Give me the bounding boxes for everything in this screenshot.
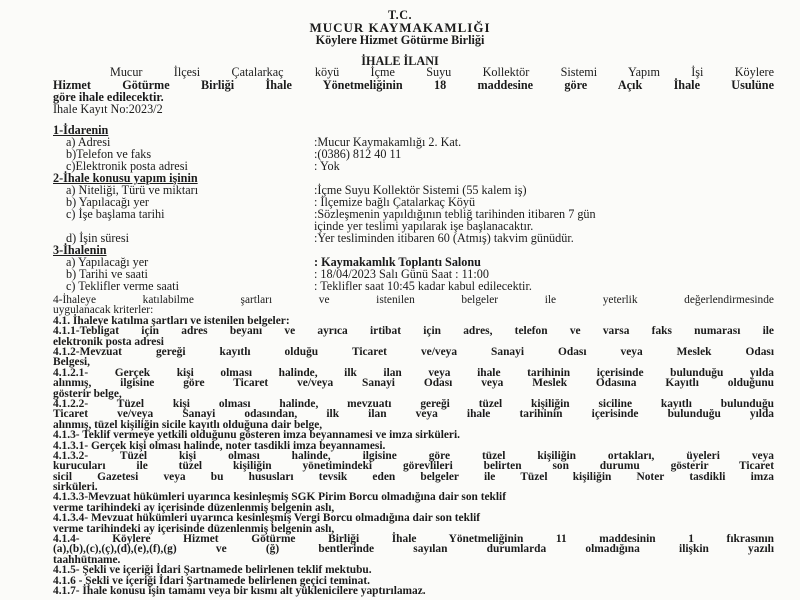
- section-2-title: 2-İhale konusu yapım işinin: [53, 171, 198, 185]
- section-3-title: 3-İhalenin: [53, 243, 107, 257]
- s4-line: 4.1.3.3-Mevzuat hükümleri uyarınca kesinleşmiş SGK Pirim Borcu olmadığına dair son teklif: [53, 491, 507, 504]
- s4-line: 4-İhaleye katılabilme şartları ve istenilen belgeler ile yeterlik değerlendirmesinde: [53, 294, 774, 306]
- s1-value-adres: :Mucur Kaymakamlığı 2. Kat.: [314, 135, 462, 149]
- s4-line: gösterir belge,: [53, 387, 122, 400]
- header-kaymakamlik: MUCUR KAYMAKAMLIĞI: [309, 20, 491, 35]
- s4-line: 4.1.3.2- Tüzel kişi olması halinde, ilgisine göre tüzel kişiliğin ortakları, üyeleri veya: [53, 449, 774, 462]
- s4-line: verme tarihindeki ay içerisinde düzenlenmiş belgenin aslı,: [53, 501, 335, 514]
- s1-value-eposta: : Yok: [314, 159, 340, 173]
- section-1-title: 1-İdarenin: [53, 123, 109, 137]
- intro-line-3: göre ihale edilecektir.: [53, 90, 164, 104]
- s3-value-yer: : Kaymakamlık Toplantı Salonu: [314, 255, 481, 269]
- intro-line-2: Hizmet Götürme Birliği İhale Yönetmeliğinin 18 maddesine göre Açık İhale Usulüne: [53, 78, 774, 92]
- intro-line-1: Mucur İlçesi Çatalarkaç köyü İçme Suyu Kollektör Sistemi Yapım İşi Köylere: [110, 65, 774, 79]
- s4-line: (a),(b),(c),(ç),(d),(e),(f),(g) ve (ğ) bentlerinde sayılan durumlarda olmadığına ilişkin yazılı: [53, 543, 774, 556]
- s2-label-baslama: c) İşe başlama tarihi: [66, 207, 165, 221]
- s4-line: sirküleri.: [53, 481, 98, 494]
- s3-label-tarih: b) Tarihi ve saati: [66, 267, 148, 281]
- s3-label-teklif-saati: c) Teklifler verme saati: [66, 279, 179, 293]
- s2-label-yer: b) Yapılacağı yer: [66, 195, 149, 209]
- header-ihale-ilani: İHALE İLANI: [361, 54, 439, 68]
- s4-line: 4.1.1-Tebligat için adres beyanı ve ayrıca irtibat için adres, telefon ve varsa faks numarası ile: [53, 325, 774, 338]
- s4-line: alınmış, ilgisine göre Ticaret ve/veya Sanayi Odası veya Meslek Odasına Kayıtlı olduğunu: [53, 377, 774, 390]
- s3-value-teklif-saati: : Teklifler saat 10:45 kadar kabul edilecektir.: [314, 279, 532, 293]
- s2-value-nitelik: :İçme Suyu Kollektör Sistemi (55 kalem iş): [314, 183, 527, 197]
- s4-line: verme tarihindeki ay içerisinde düzenlenmiş belgenin aslı,: [53, 522, 335, 535]
- s1-label-eposta: c)Elektronik posta adresi: [66, 159, 188, 173]
- s4-line: Belgesi,: [53, 356, 91, 369]
- s4-line: Ticaret ve/veya Sanayi odasından, ilk ilan veya ihale tarihinin içerisinde bulunduğu yılda: [53, 408, 774, 421]
- s4-line: sicil Gazetesi veya bu hususları tevsik eden belgeler ile Tüzel kişiliğin Noter tasdikli imza: [53, 470, 774, 483]
- s2-value-sure: :Yer tesliminden itibaren 60 (Atmış) takvim günüdür.: [314, 231, 574, 245]
- s4-line: 4.1.7- İhale konusu işin tamamı veya bir kısmı alt yüklenicilere yaptırılamaz.: [53, 585, 426, 597]
- s4-line: 4.1.3- Teklif vermeye yetkili olduğunu gösteren imza beyannamesi ve imza sirküleri.: [53, 429, 460, 442]
- s4-line: 4.1. İhaleye katılma şartları ve istenilen belgeler:: [53, 314, 290, 327]
- s4-line: 4.1.4- Köylere Hizmet Götürme Birliği İhale Yönetmeliğinin 11 maddesinin 1 fıkrasının: [53, 533, 774, 546]
- s4-line: elektronik posta adresi: [53, 335, 164, 348]
- s4-line: 4.1.2.1- Gerçek kişi olması halinde, ilk ilan veya ihale tarihinin içerisinde bulunduğu yılda: [53, 366, 774, 379]
- s4-line: alınmış, tüzel kişiliğin sicile kayıtlı olduğuna dair belge,: [53, 418, 323, 431]
- s1-label-telefon: b)Telefon ve faks: [66, 147, 152, 161]
- s4-line: 4.1.2.2- Tüzel kişi olması halinde, mevzuatı gereği tüzel kişiliğin siciline kayıtlı bulunduğu: [53, 397, 774, 410]
- s4-line: taahhütname.: [53, 553, 121, 566]
- s2-label-sure: d) İşin süresi: [66, 231, 129, 245]
- s1-label-adres: a) Adresi: [66, 135, 111, 149]
- s4-line: 4.1.2-Mevzuat gereği kayıtlı olduğu Ticaret ve/veya Sanayi Odası veya Meslek Odası: [53, 345, 774, 358]
- s1-value-telefon: :(0386) 812 40 11: [314, 147, 402, 161]
- s2-value-yer: : İlçemize bağlı Çatalarkaç Köyü: [314, 195, 476, 209]
- s3-value-tarih: : 18/04/2023 Salı Günü Saat : 11:00: [314, 267, 489, 281]
- s3-label-yer: a) Yapılacağı yer: [66, 255, 149, 269]
- s2-label-nitelik: a) Niteliği, Türü ve miktarı: [66, 183, 199, 197]
- s4-line: uygulanacak kriterler:: [53, 304, 154, 317]
- ihale-kayit-no: İhale Kayıt No:2023/2: [53, 102, 163, 116]
- s2-value-baslama-cont: içinde yer teslimi yapılarak işe başlanacaktır.: [314, 219, 534, 233]
- s4-line: 4.1.3.4- Mevzuat hükümleri uyarınca kesinleşmiş Vergi Borcu olmadığına dair son teklif: [53, 512, 481, 525]
- header-birlik: Köylere Hizmet Götürme Birliği: [315, 33, 485, 47]
- s4-line: 4.1.5- Şekli ve içeriği İdari Şartnamede belirlenen teklif mektubu.: [53, 564, 372, 577]
- s4-line: kurucuları ile tüzel kişiliğin yönetimindeki görevlileri belirten son durumu gösterir Ticaret: [53, 460, 774, 473]
- header-tc: T.C.: [387, 8, 413, 22]
- s2-value-baslama: :Sözleşmenin yapıldığının tebliğ tarihinden itibaren 7 gün: [314, 207, 596, 221]
- s4-line: 4.1.6 - Şekli ve içeriği İdari Şartnamede belirlenen geçici teminat.: [53, 574, 370, 587]
- s4-line: 4.1.3.1- Gerçek kişi olması halinde, noter tasdikli imza beyannamesi.: [53, 439, 386, 452]
